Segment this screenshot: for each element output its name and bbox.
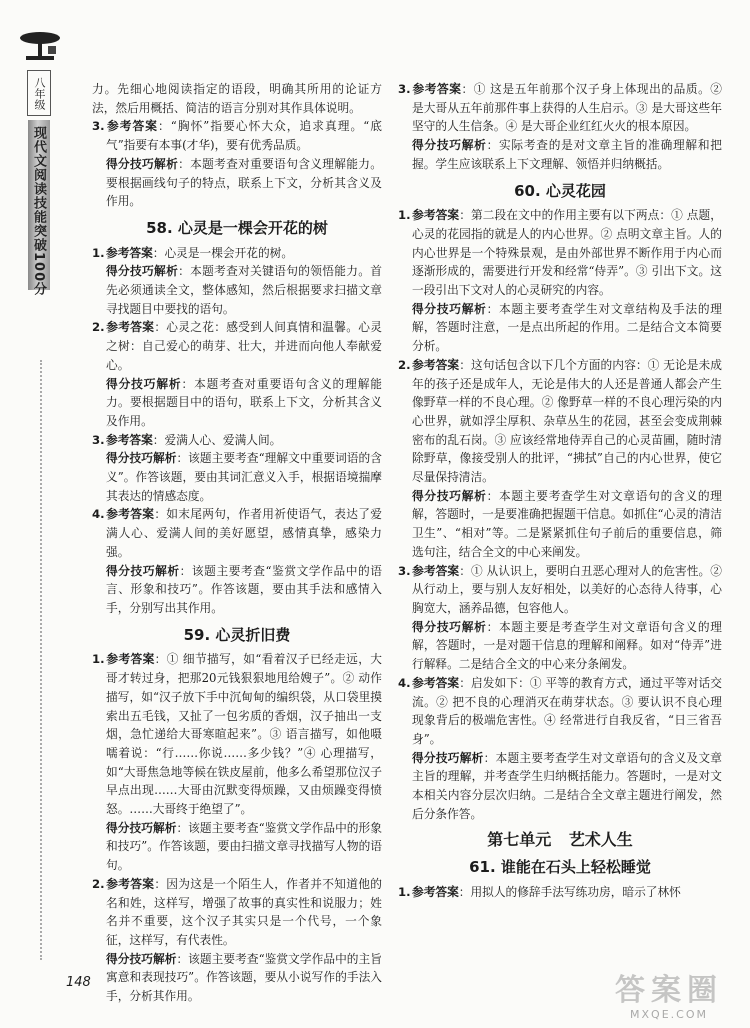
item-body: ：本题主要是考查学生对文章语句含义的理解，答题时，一是对题干信息的理解和阐释。如对“侍弄”进行解释。二是结合全文的中心来分条阐发。 xyxy=(412,619,722,672)
answer-item xyxy=(92,875,382,950)
item-text xyxy=(106,819,382,875)
skill-label: 得分技巧解析 xyxy=(412,488,487,503)
item-text xyxy=(398,674,722,749)
grade-label: 八年级 xyxy=(27,70,51,116)
item-number: 1. xyxy=(92,652,105,667)
section-title: 58. 心灵是一棵会开花的树 xyxy=(146,218,328,237)
item-body: ：该题主要考查“鉴赏文学作品中的主旨寓意和表现技巧”。作答该题，要从小说写作的手法入手，分析其作用。 xyxy=(106,951,382,1004)
answer-label: 参考答案 xyxy=(106,245,153,260)
answer-label: 参考答案 xyxy=(412,208,460,223)
skill-analysis xyxy=(92,262,382,318)
item-number: 2. xyxy=(398,357,411,372)
item-number: 2. xyxy=(92,876,105,891)
item-text xyxy=(412,136,722,173)
item-text xyxy=(92,875,382,950)
answer-item xyxy=(92,650,382,818)
skill-label: 得分技巧解析 xyxy=(106,451,177,466)
item-body: ：① 细节描写，如“看着汉子已经走远，大哥才转过身，把那20元钱狠狠地甩给嫂子”。② 动作描写，如“汉子放下手中沉甸甸的编织袋，从口袋里摸索出五毛钱，又扯了一包劣质的香烟，汉子抽出一支烟，急忙递给大哥寒暄起来”。③ 语言描写，如他嗫嚅着说：“行……你说……多少钱？”④ 心理描写，如“大哥焦急地等候在铁皮屋前，他多么希望那位汉子早点出现……大哥由沉默变得烦躁，又由烦躁变得愤怒。……大哥终于绝望了”。 xyxy=(106,652,382,817)
answer-item xyxy=(92,244,382,263)
item-text xyxy=(106,950,382,1006)
skill-analysis xyxy=(398,618,722,674)
skill-label: 得分技巧解析 xyxy=(106,820,177,835)
answer-label: 参考答案 xyxy=(412,884,459,899)
item-number: 1. xyxy=(398,208,411,223)
sidebar xyxy=(0,0,68,1028)
item-number: 3. xyxy=(398,563,411,578)
answer-item xyxy=(92,318,382,374)
answer-item xyxy=(92,431,382,450)
section-title: 59. 心灵折旧费 xyxy=(183,625,291,644)
item-body: ：因为这是一个陌生人，作者并不知道他的名和姓，这样写，增强了故事的真实性和说服力；姓名并不重要，这个汉子其实只是一个代号，一个象征，这样写，有代表性。 xyxy=(106,876,382,947)
item-text xyxy=(106,155,382,211)
item-body: ：本题主要考查学生对文章语句的含义及文章主旨的理解，并考查学生归纳概括能力。答题时，一是对文本相关内容分层次归纳。二是结合全文章主题进行阐发，然后分条作答。 xyxy=(412,750,722,821)
paragraph-text: 力。先细心地阅读指定的语段，明确其所用的论证方法，然后用概括、简洁的语言分别对其作具体说明。 xyxy=(92,82,382,115)
item-text xyxy=(412,749,722,824)
skill-label: 得分技巧解析 xyxy=(106,563,180,578)
item-body: ：心灵是一棵会开花的树。 xyxy=(152,245,294,260)
item-text xyxy=(92,244,382,263)
item-number: 4. xyxy=(398,675,411,690)
skill-analysis xyxy=(398,487,722,562)
skill-label: 得分技巧解析 xyxy=(106,376,182,391)
skill-label: 得分技巧解析 xyxy=(106,951,177,966)
item-body: ：爱满人心、爱满人间。 xyxy=(152,432,282,447)
item-text xyxy=(412,487,722,562)
skill-analysis xyxy=(92,449,382,505)
skill-analysis xyxy=(398,136,722,173)
item-body: ：用拟人的修辞手法写练功房，暗示了林怀 xyxy=(458,884,681,899)
item-body: ：第二段在文中的作用主要有以下两点：① 点题，心灵的花园指的就是人的内心世界。② 点明文章主旨。人的内心世界是一个特殊景观，是由外部世界不断作用于内心而逐渐形成的，需要进行开发和经常“侍弄”。③ 引出下文。这一段引出下文对人的心灵研究的内容。 xyxy=(412,208,722,298)
skill-analysis xyxy=(398,749,722,824)
item-body: ：本题主要考查学生对文章结构及手法的理解，答题时注意，一是点出所起的作用。二是结合文本简要分析。 xyxy=(412,301,722,354)
item-text xyxy=(398,206,722,300)
answer-item xyxy=(398,562,722,618)
item-text xyxy=(106,375,382,431)
item-text xyxy=(92,318,382,374)
watermark-logo: 答案圈 xyxy=(615,973,723,1008)
answer-item xyxy=(398,883,722,902)
item-body: ：该题主要考查“理解文中重要词语的含义”。作答该题，要由其词汇意义入手，根据语境揣摩其表达的情感态度。 xyxy=(106,451,382,503)
skill-analysis xyxy=(398,300,722,356)
item-text xyxy=(106,562,382,618)
item-text xyxy=(106,449,382,505)
skill-label: 得分技巧解析 xyxy=(106,264,179,279)
item-body: ：① 这是五年前那个汉子身上体现出的品质。② 是大哥从五年前那件事上获得的人生启示。③ 是大哥这些年坚守的人生信条。④ 是大哥企业红红火火的根本原因。 xyxy=(412,82,722,134)
answer-label: 参考答案 xyxy=(106,652,155,667)
answer-item xyxy=(398,206,722,300)
item-body: ：这句话包含以下几个方面的内容：① 无论是未成年的孩子还是成年人，无论是伟大的人还是普通人都会产生像野草一样的不良心理。② 像野草一样的不良心理污染的内心世界，就如浮尘厚积、杂草丛生的花园，甚至会变成荆棘密布的乱石岗。③ 应该经常地侍弄自己的心灵苗圃，随时清除野草，像接受别人的批评，“拂拭”自己的内心世界，使它尽量保持清洁。 xyxy=(412,357,722,485)
item-text xyxy=(398,80,722,136)
answer-item xyxy=(398,80,722,136)
answer-item xyxy=(398,356,722,487)
item-body: ：实际考查的是对文章主旨的准确理解和把握。学生应该联系上下文理解、领悟并归纳概括。 xyxy=(412,138,722,171)
item-number: 3. xyxy=(92,432,105,447)
item-body: ：本题考查对重要语句含义理解能力。要根据画线句子的特点，联系上下文，分析其含义及作用。 xyxy=(106,156,382,209)
item-text xyxy=(398,356,722,487)
item-number: 3. xyxy=(398,82,411,96)
answer-label: 参考答案 xyxy=(106,507,155,522)
item-text xyxy=(106,262,382,318)
dotted-rule xyxy=(40,360,44,960)
item-text xyxy=(398,883,722,902)
watermark-domain: MXQE.COM xyxy=(630,1008,708,1021)
watermark xyxy=(594,974,744,1022)
answer-label: 参考答案 xyxy=(412,357,460,372)
section-title: 61. 谁能在石头上轻松睡觉 xyxy=(469,858,651,877)
answer-label: 参考答案 xyxy=(106,876,155,891)
skill-label: 得分技巧解析 xyxy=(412,301,487,316)
item-body: ：心灵之花：感受到人间真情和温馨。心灵之树：自己爱心的萌芽、壮大，并进而向他人奉献爱心。 xyxy=(106,320,382,372)
answer-item xyxy=(92,117,382,154)
answer-item xyxy=(398,674,722,749)
page-number: 148 xyxy=(66,975,91,990)
left-column xyxy=(92,80,382,1006)
lamp-icon xyxy=(18,30,62,64)
item-body: ：启发如下：① 平等的教育方式，通过平等对话交流。② 把不良的心理消灭在萌芽状态。③ 要认识不良心理现象背后的极端危害性。④ 经常进行自我反省，“日三省吾身”。 xyxy=(412,675,722,746)
skill-analysis xyxy=(92,155,382,211)
item-number: 1. xyxy=(92,245,105,260)
item-body: ：“胸怀”指要心怀大众，追求真理。“底气”指要有本事(才华)，要有优秀品质。 xyxy=(106,119,382,153)
skill-label: 得分技巧解析 xyxy=(412,750,484,765)
item-text xyxy=(412,618,722,674)
item-text xyxy=(92,431,382,450)
answer-label: 参考答案 xyxy=(412,82,462,96)
item-number: 4. xyxy=(92,507,105,522)
item-body: ：如末尾两句，作者用祈使语气，表达了爱满人心、爱满人间的美好愿望，感情真挚，感染力强。 xyxy=(106,507,382,559)
answer-label: 参考答案 xyxy=(412,675,460,690)
answer-label: 参考答案 xyxy=(106,432,153,447)
item-body: ：本题考查对重要语句含义的理解能力。要根据题目中的语句，联系上下文，分析其含义及作用。 xyxy=(106,376,382,428)
item-number: 1. xyxy=(398,884,411,899)
item-body: ：该题主要考查“鉴赏文学作品中的语言、形象和技巧”。作答该题，要由其手法和感情入手，分别写出其作用。 xyxy=(106,563,382,615)
continued-paragraph xyxy=(92,80,382,117)
item-text xyxy=(92,117,382,154)
answer-label: 参考答案 xyxy=(106,119,159,134)
skill-analysis xyxy=(92,819,382,875)
item-text xyxy=(92,650,382,818)
skill-label: 得分技巧解析 xyxy=(106,156,179,171)
item-text xyxy=(398,562,722,618)
series-title: 现代文阅读技能突破100分 xyxy=(31,126,46,297)
answer-label: 参考答案 xyxy=(412,563,460,578)
skill-label: 得分技巧解析 xyxy=(412,619,487,634)
answer-item xyxy=(92,505,382,561)
item-body: ：① 从认识上，要明白丑恶心理对人的危害性。② 从行动上，要与别人友好相处，以美好的心态待人待事，心胸宽大，涵养品德，包容他人。 xyxy=(412,563,722,615)
skill-analysis xyxy=(92,950,382,1006)
item-text xyxy=(92,505,382,561)
answer-label: 参考答案 xyxy=(106,320,155,335)
unit-title: 第七单元 艺术人生 xyxy=(487,830,633,850)
right-column xyxy=(398,80,722,902)
section-title: 60. 心灵花园 xyxy=(514,181,606,200)
item-body: ：本题考查对关键语句的领悟能力。首先必须通读全文，整体感知，然后根据要求扫描文章寻找题目中要找的语句。 xyxy=(106,264,382,316)
item-body: ：本题主要考查学生对文章语句的含义的理解，答题时，一是要准确把握题干信息。如抓住“心灵的清洁卫生”、“相对”等。二是紧紧抓住句子前后的重要信息，筛选句注，结合全文的中心来阐发。 xyxy=(412,488,722,559)
skill-analysis xyxy=(92,375,382,431)
item-number: 2. xyxy=(92,320,105,335)
item-text xyxy=(412,300,722,356)
skill-label: 得分技巧解析 xyxy=(412,138,487,153)
item-body: ：该题主要考查“鉴赏文学作品中的形象和技巧”。作答该题，要由扫描文章寻找描写人物的语句。 xyxy=(106,820,382,873)
item-number: 3. xyxy=(92,119,105,134)
skill-analysis xyxy=(92,562,382,618)
